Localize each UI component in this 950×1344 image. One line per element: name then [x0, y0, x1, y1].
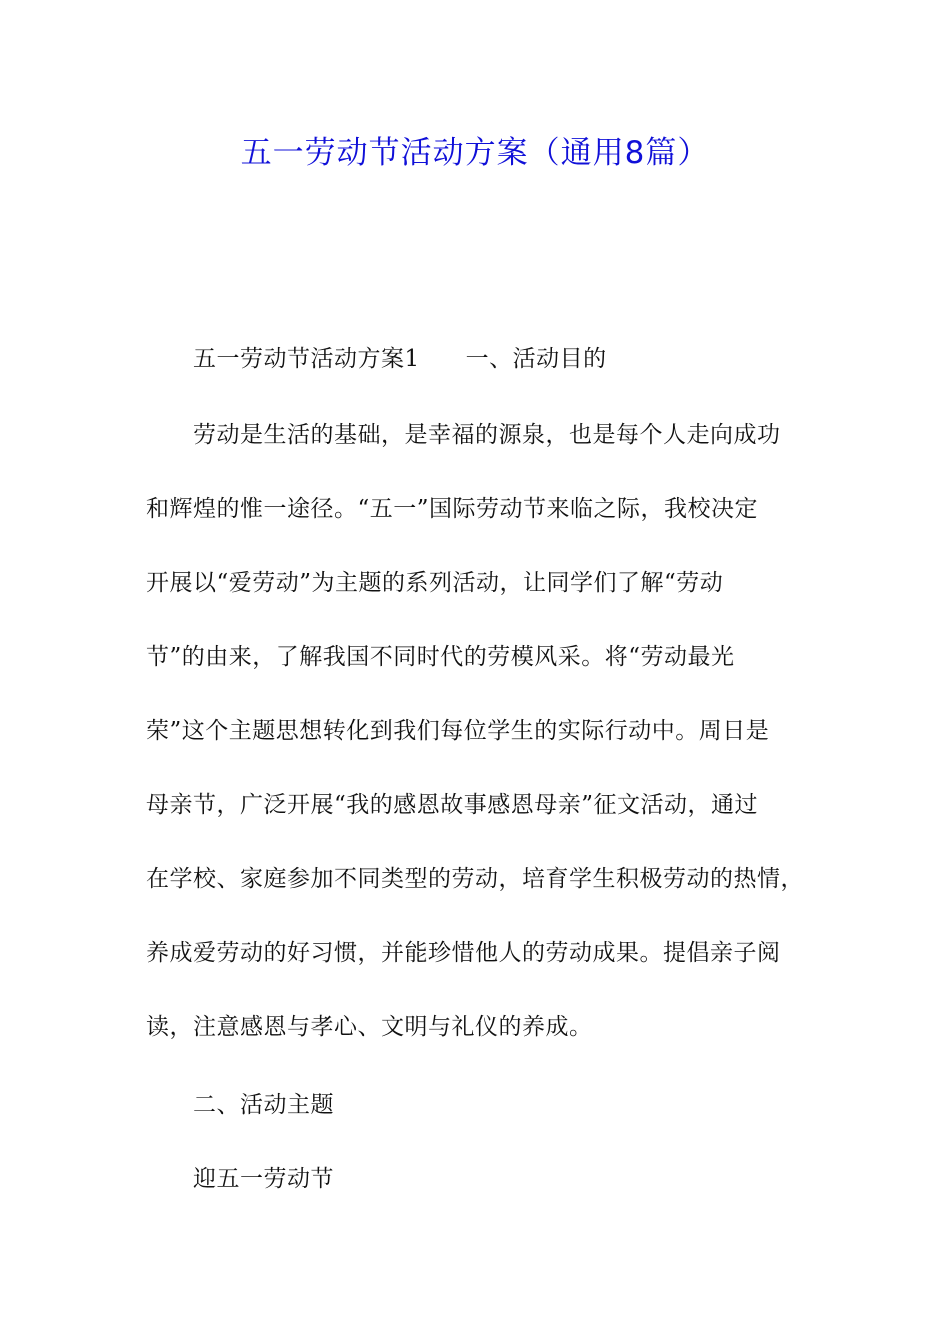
- paragraph-line: 和辉煌的惟一途径。“五一”国际劳动节来临之际，我校决定: [146, 496, 759, 522]
- document-title: 五一劳动节活动方案（通用8篇）: [240, 135, 710, 171]
- paragraph-line: 开展以“爱劳动”为主题的系列活动，让同学们了解“劳动: [146, 570, 724, 596]
- paragraph-line: 养成爱劳动的好习惯，并能珍惜他人的劳动成果。提倡亲子阅: [146, 940, 781, 966]
- theme-text: 迎五一劳动节: [193, 1166, 334, 1192]
- first-item-heading: 一、活动目的: [465, 346, 607, 372]
- paragraph-line: 劳动是生活的基础，是幸福的源泉，也是每个人走向成功: [193, 422, 781, 448]
- second-item-heading: 二、活动主题: [193, 1092, 334, 1118]
- paragraph-line: 荣”这个主题思想转化到我们每位学生的实际行动中。周日是: [146, 718, 770, 744]
- paragraph-line: 读，注意感恩与孝心、文明与礼仪的养成。: [146, 1014, 593, 1040]
- section-heading: 五一劳动节活动方案1: [193, 346, 420, 372]
- paragraph-line: 在学校、家庭参加不同类型的劳动，培育学生积极劳动的热情，: [146, 866, 804, 892]
- paragraph-line: 母亲节，广泛开展“我的感恩故事感恩母亲”征文活动，通过: [146, 792, 759, 818]
- paragraph-line: 节”的由来，了解我国不同时代的劳模风采。将“劳动最光: [146, 644, 735, 670]
- section-heading-line: [193, 342, 873, 376]
